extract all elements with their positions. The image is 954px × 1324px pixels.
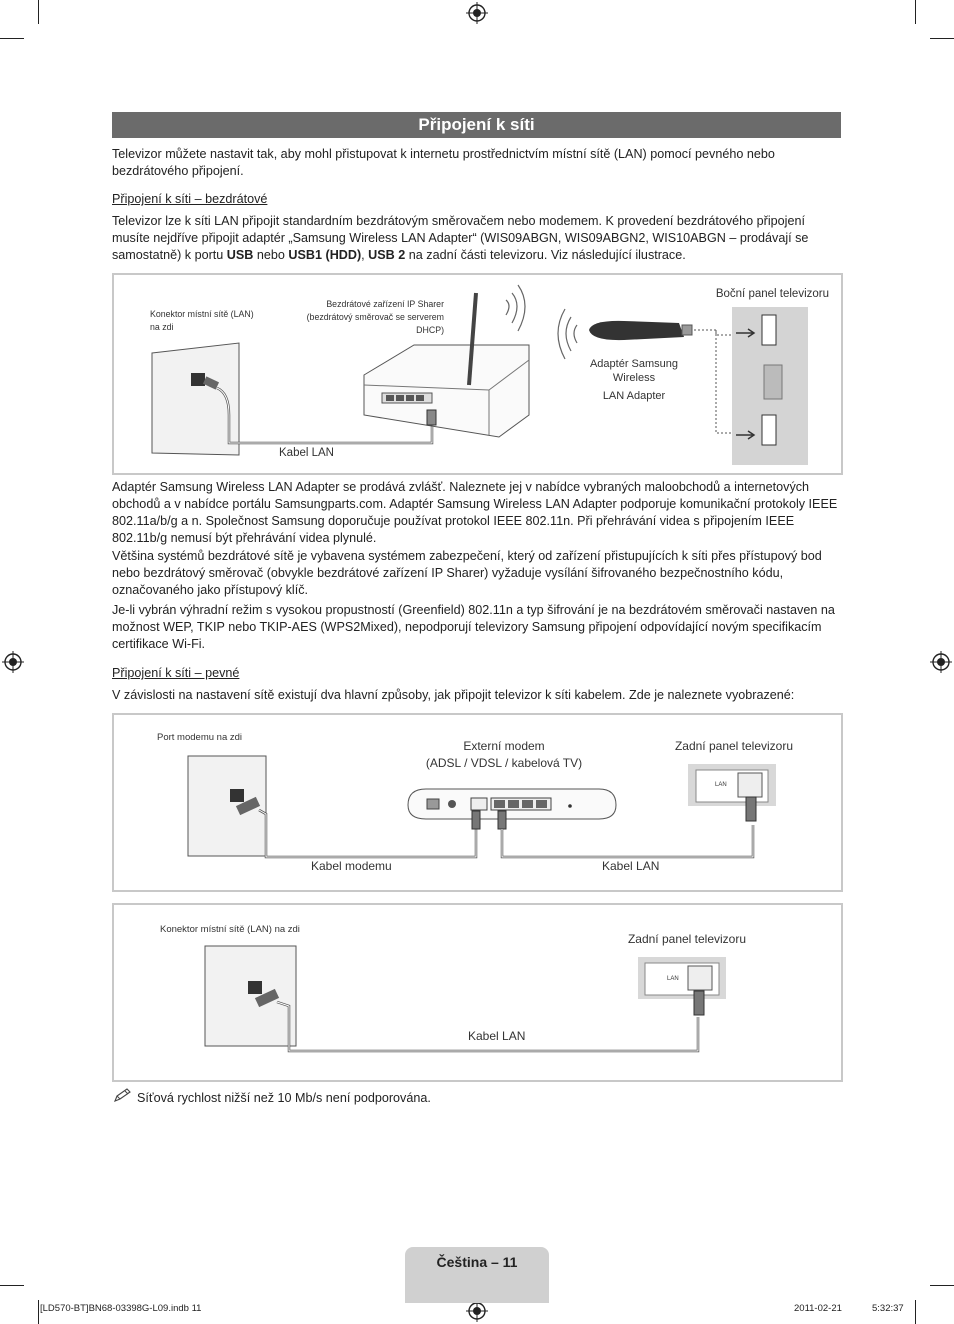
- cable-lan-label: Kabel LAN: [468, 1029, 526, 1043]
- usb-label: USB: [226, 248, 254, 262]
- lan-port-label: LAN: [715, 782, 727, 788]
- comma-text: ,: [361, 248, 369, 262]
- ext-modem-label-line2: (ADSL / VDSL / kabelová TV): [425, 756, 583, 770]
- note-text: Síťová rychlost nižší než 10 Mb/s není podporována.: [137, 1091, 431, 1105]
- usb1-label: USB1 (HDD): [288, 248, 362, 262]
- wall-lan-label: Konektor místní sítě (LAN) na zdi: [150, 309, 254, 332]
- crop-mark: [915, 1300, 916, 1324]
- conjunction-text: nebo: [253, 248, 289, 262]
- wireless-para2: Adaptér Samsung Wireless LAN Adapter se prodává zvlášť. Naleznete jej v nabídce vybraných maloobchodů a internetových obchodů a v nabídce portálu Samsungparts.com. Adaptér Samsung Wireless LAN Adapter podporuje komunikační protokoly IEEE 802.11a/b/g a n. Společnost Samsung doporučuje používat protokol IEEE 802.11n. Při přehrávání videa s připojením IEEE 802.11b/g nemusí být přehrávání videa plynulé.: [112, 480, 838, 545]
- page-title: Připojení k síti: [112, 112, 841, 138]
- rear-panel-label: Zadní panel televizoru: [674, 739, 794, 753]
- wired-diagram-modem: [112, 713, 843, 892]
- crop-mark: [38, 1300, 39, 1324]
- usb2-label: USB 2: [368, 248, 406, 262]
- wireless-para3: Většina systémů bezdrátové sítě je vybavena systémem zabezpečení, který od zařízení přistupujících k síti přes přístupový bod nebo bezdrátový směrovač (obvykle bezdrátové zařízení IP Sharer) vyžaduje vysílání šifrovaného bezpečnostního kódu, označovaného jako přístupový klíč.: [112, 549, 822, 597]
- rear-panel-label: Zadní panel televizoru: [627, 932, 747, 946]
- cable-modem-label: Kabel modemu: [311, 859, 392, 873]
- cable-lan-label: Kabel LAN: [279, 447, 334, 459]
- wireless-subheading: Připojení k síti – bezdrátové: [112, 192, 268, 206]
- registration-mark-icon: [466, 2, 488, 24]
- crop-mark: [930, 38, 954, 39]
- footer-file: [LD570-BT]BN68-03398G-L09.indb 11: [40, 1303, 202, 1314]
- wireless-diagram-art: [114, 275, 841, 473]
- wireless-text-part1: Televizor lze k síti LAN připojit standardním bezdrátovým směrovačem nebo modemem. K provedení bezdrátového připojení musíte nejdříve připojit adaptér „Samsung Wireless LAN Adapter“ (WIS09ABGN, WIS09ABGN2, WIS10ABGN – prodávají se samostatně) k portu: [112, 214, 809, 262]
- adapter-label-line2: LAN Adapter: [602, 390, 666, 402]
- footer-time: 5:32:37: [872, 1303, 904, 1314]
- registration-mark-icon: [466, 1300, 488, 1322]
- footer-date: 2011-02-21: [794, 1303, 842, 1314]
- wireless-text: [112, 213, 842, 264]
- wired-diagram-wall: [112, 903, 843, 1082]
- crop-mark: [0, 38, 24, 39]
- registration-mark-icon: [930, 651, 952, 673]
- ext-modem-label: Externí modem: [463, 739, 545, 753]
- lan-port-label: LAN: [667, 976, 679, 982]
- side-panel-label: Boční panel televizoru: [715, 288, 829, 300]
- intro-text: Televizor můžete nastavit tak, aby mohl přistupovat k internetu prostřednictvím místní sítě (LAN) pomocí pevného nebo bezdrátového připojení.: [112, 147, 775, 178]
- wireless-para4: Je-li vybrán výhradní režim s vysokou propustností (Greenfield) 802.11n a typ šifrování je na bezdrátovém směrovači nastaven na možnost WEP, TKIP nebo TKIP-AES (WPS2Mixed), nepodporují televizory Samsung připojení odpovídající novým specifikacím certifikace Wi-Fi.: [112, 603, 835, 651]
- pencil-note-icon: [113, 1088, 133, 1104]
- cable-lan-label: Kabel LAN: [602, 859, 660, 873]
- wall-lan-label: Konektor místní sítě (LAN) na zdi: [160, 924, 300, 935]
- modem-port-label: Port modemu na zdi: [157, 732, 243, 743]
- page-number-tab: Čeština – 11: [405, 1247, 549, 1303]
- ip-sharer-label: Bezdrátové zařízení IP Sharer (bezdrátový směrovač se serverem DHCP): [306, 299, 444, 335]
- wired-text: V závislosti na nastavení sítě existují dva hlavní způsoby, jak připojit televizor k síti kabelem. Zde je naleznete vyobrazené:: [112, 688, 795, 702]
- crop-mark: [38, 0, 39, 24]
- wireless-text-part2: na zadní části televizoru. Viz následující ilustrace.: [405, 248, 686, 262]
- wired-subheading: Připojení k síti – pevné: [112, 666, 240, 680]
- crop-mark: [0, 1285, 24, 1286]
- wireless-diagram: [112, 273, 843, 475]
- crop-mark: [930, 1285, 954, 1286]
- crop-mark: [915, 0, 916, 24]
- registration-mark-icon: [2, 651, 24, 673]
- adapter-label: Adaptér Samsung Wireless: [589, 358, 679, 384]
